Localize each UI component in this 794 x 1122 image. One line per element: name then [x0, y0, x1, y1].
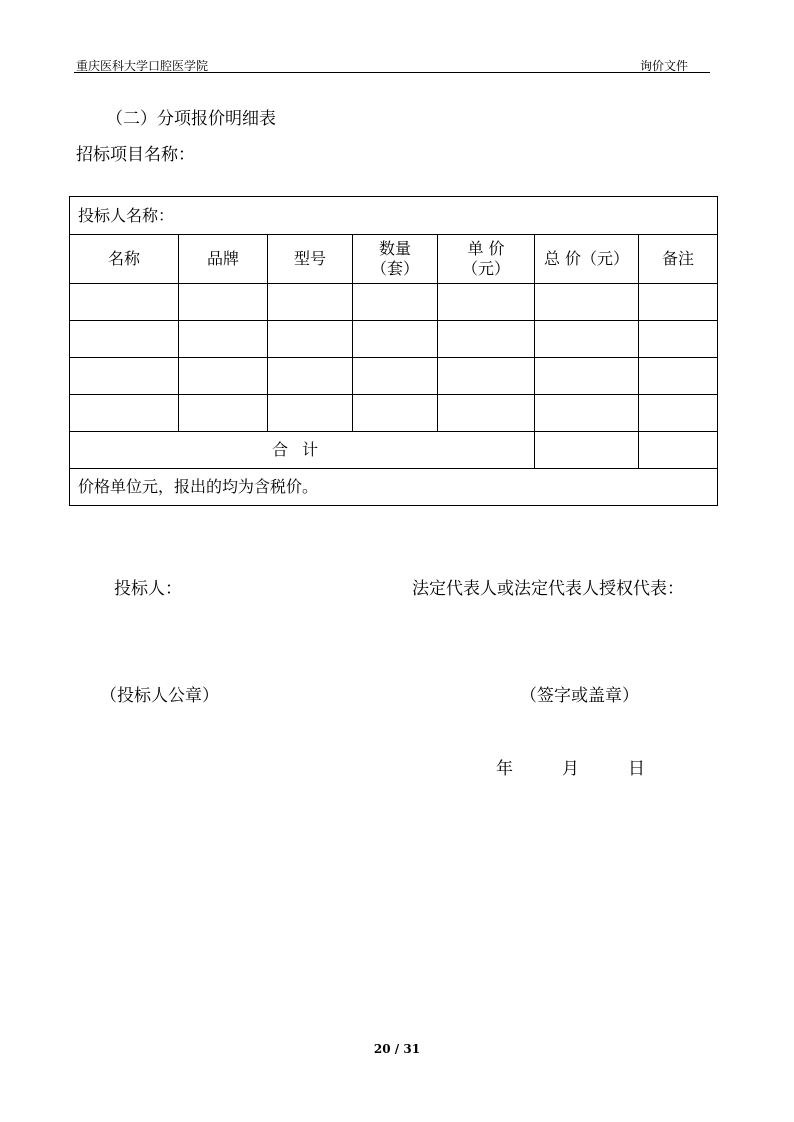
table-cell[interactable] — [268, 321, 353, 358]
project-name-label: 招标项目名称： — [76, 145, 195, 165]
table-cell[interactable] — [179, 395, 268, 432]
table-cell[interactable] — [268, 284, 353, 321]
date-year: 年 — [496, 759, 513, 779]
table-cell[interactable] — [535, 321, 639, 358]
table-cell[interactable] — [268, 395, 353, 432]
col-header-unit-price: 单 价 （元） — [438, 235, 535, 284]
table-cell[interactable] — [639, 321, 718, 358]
header-institution: 重庆医科大学口腔医学院 — [76, 59, 209, 73]
total-row — [70, 432, 718, 469]
col-header-total-price: 总 价（元） — [535, 235, 639, 284]
date-day: 日 — [628, 759, 645, 779]
col-header-quantity: 数量 （套） — [353, 235, 438, 284]
table-cell[interactable] — [179, 284, 268, 321]
table-row — [70, 321, 718, 358]
table-cell[interactable] — [535, 284, 639, 321]
table-cell[interactable] — [438, 358, 535, 395]
rep-seal-label: （签字或盖章） — [520, 686, 639, 706]
header-doc-type: 询价文件 — [640, 59, 689, 73]
page-number: 20 / 31 — [373, 1042, 421, 1056]
table-cell[interactable] — [70, 395, 179, 432]
bidder-seal-label: （投标人公章） — [100, 686, 219, 706]
table-cell[interactable] — [639, 395, 718, 432]
header-divider — [74, 72, 710, 73]
table-cell[interactable] — [535, 395, 639, 432]
table-cell[interactable] — [268, 358, 353, 395]
table-cell[interactable] — [70, 284, 179, 321]
legal-rep-signature-label: 法定代表人或法定代表人授权代表： — [412, 579, 684, 599]
table-cell[interactable] — [535, 358, 639, 395]
col-header-remarks: 备注 — [639, 235, 718, 284]
bidder-name-row — [70, 197, 718, 235]
date-line — [496, 754, 645, 779]
total-label: 合计 — [70, 432, 535, 469]
col-header-model: 型号 — [268, 235, 353, 284]
date-month: 月 — [562, 759, 579, 779]
section-title: （二）分项报价明细表 — [106, 109, 276, 129]
table-cell[interactable] — [438, 395, 535, 432]
table-cell[interactable] — [353, 395, 438, 432]
table-cell[interactable] — [639, 358, 718, 395]
price-note: 价格单位元，报出的均为含税价。 — [70, 469, 718, 506]
table-cell[interactable] — [70, 358, 179, 395]
table-cell[interactable] — [70, 321, 179, 358]
table-cell[interactable] — [353, 321, 438, 358]
table-row — [70, 395, 718, 432]
total-price-cell[interactable] — [535, 432, 639, 469]
table-cell[interactable] — [639, 284, 718, 321]
table-row — [70, 358, 718, 395]
table-cell[interactable] — [438, 321, 535, 358]
total-remarks-cell[interactable] — [639, 432, 718, 469]
note-row — [70, 469, 718, 506]
table-row — [70, 284, 718, 321]
col-header-brand: 品牌 — [179, 235, 268, 284]
bidder-signature-label: 投标人： — [114, 579, 182, 599]
table-cell[interactable] — [179, 358, 268, 395]
table-cell[interactable] — [353, 284, 438, 321]
table-cell[interactable] — [353, 358, 438, 395]
table-cell[interactable] — [179, 321, 268, 358]
table-cell[interactable] — [438, 284, 535, 321]
quote-detail-table — [69, 196, 718, 506]
col-header-name: 名称 — [70, 235, 179, 284]
table-header-row — [70, 235, 718, 284]
bidder-name-label: 投标人名称： — [70, 197, 718, 235]
